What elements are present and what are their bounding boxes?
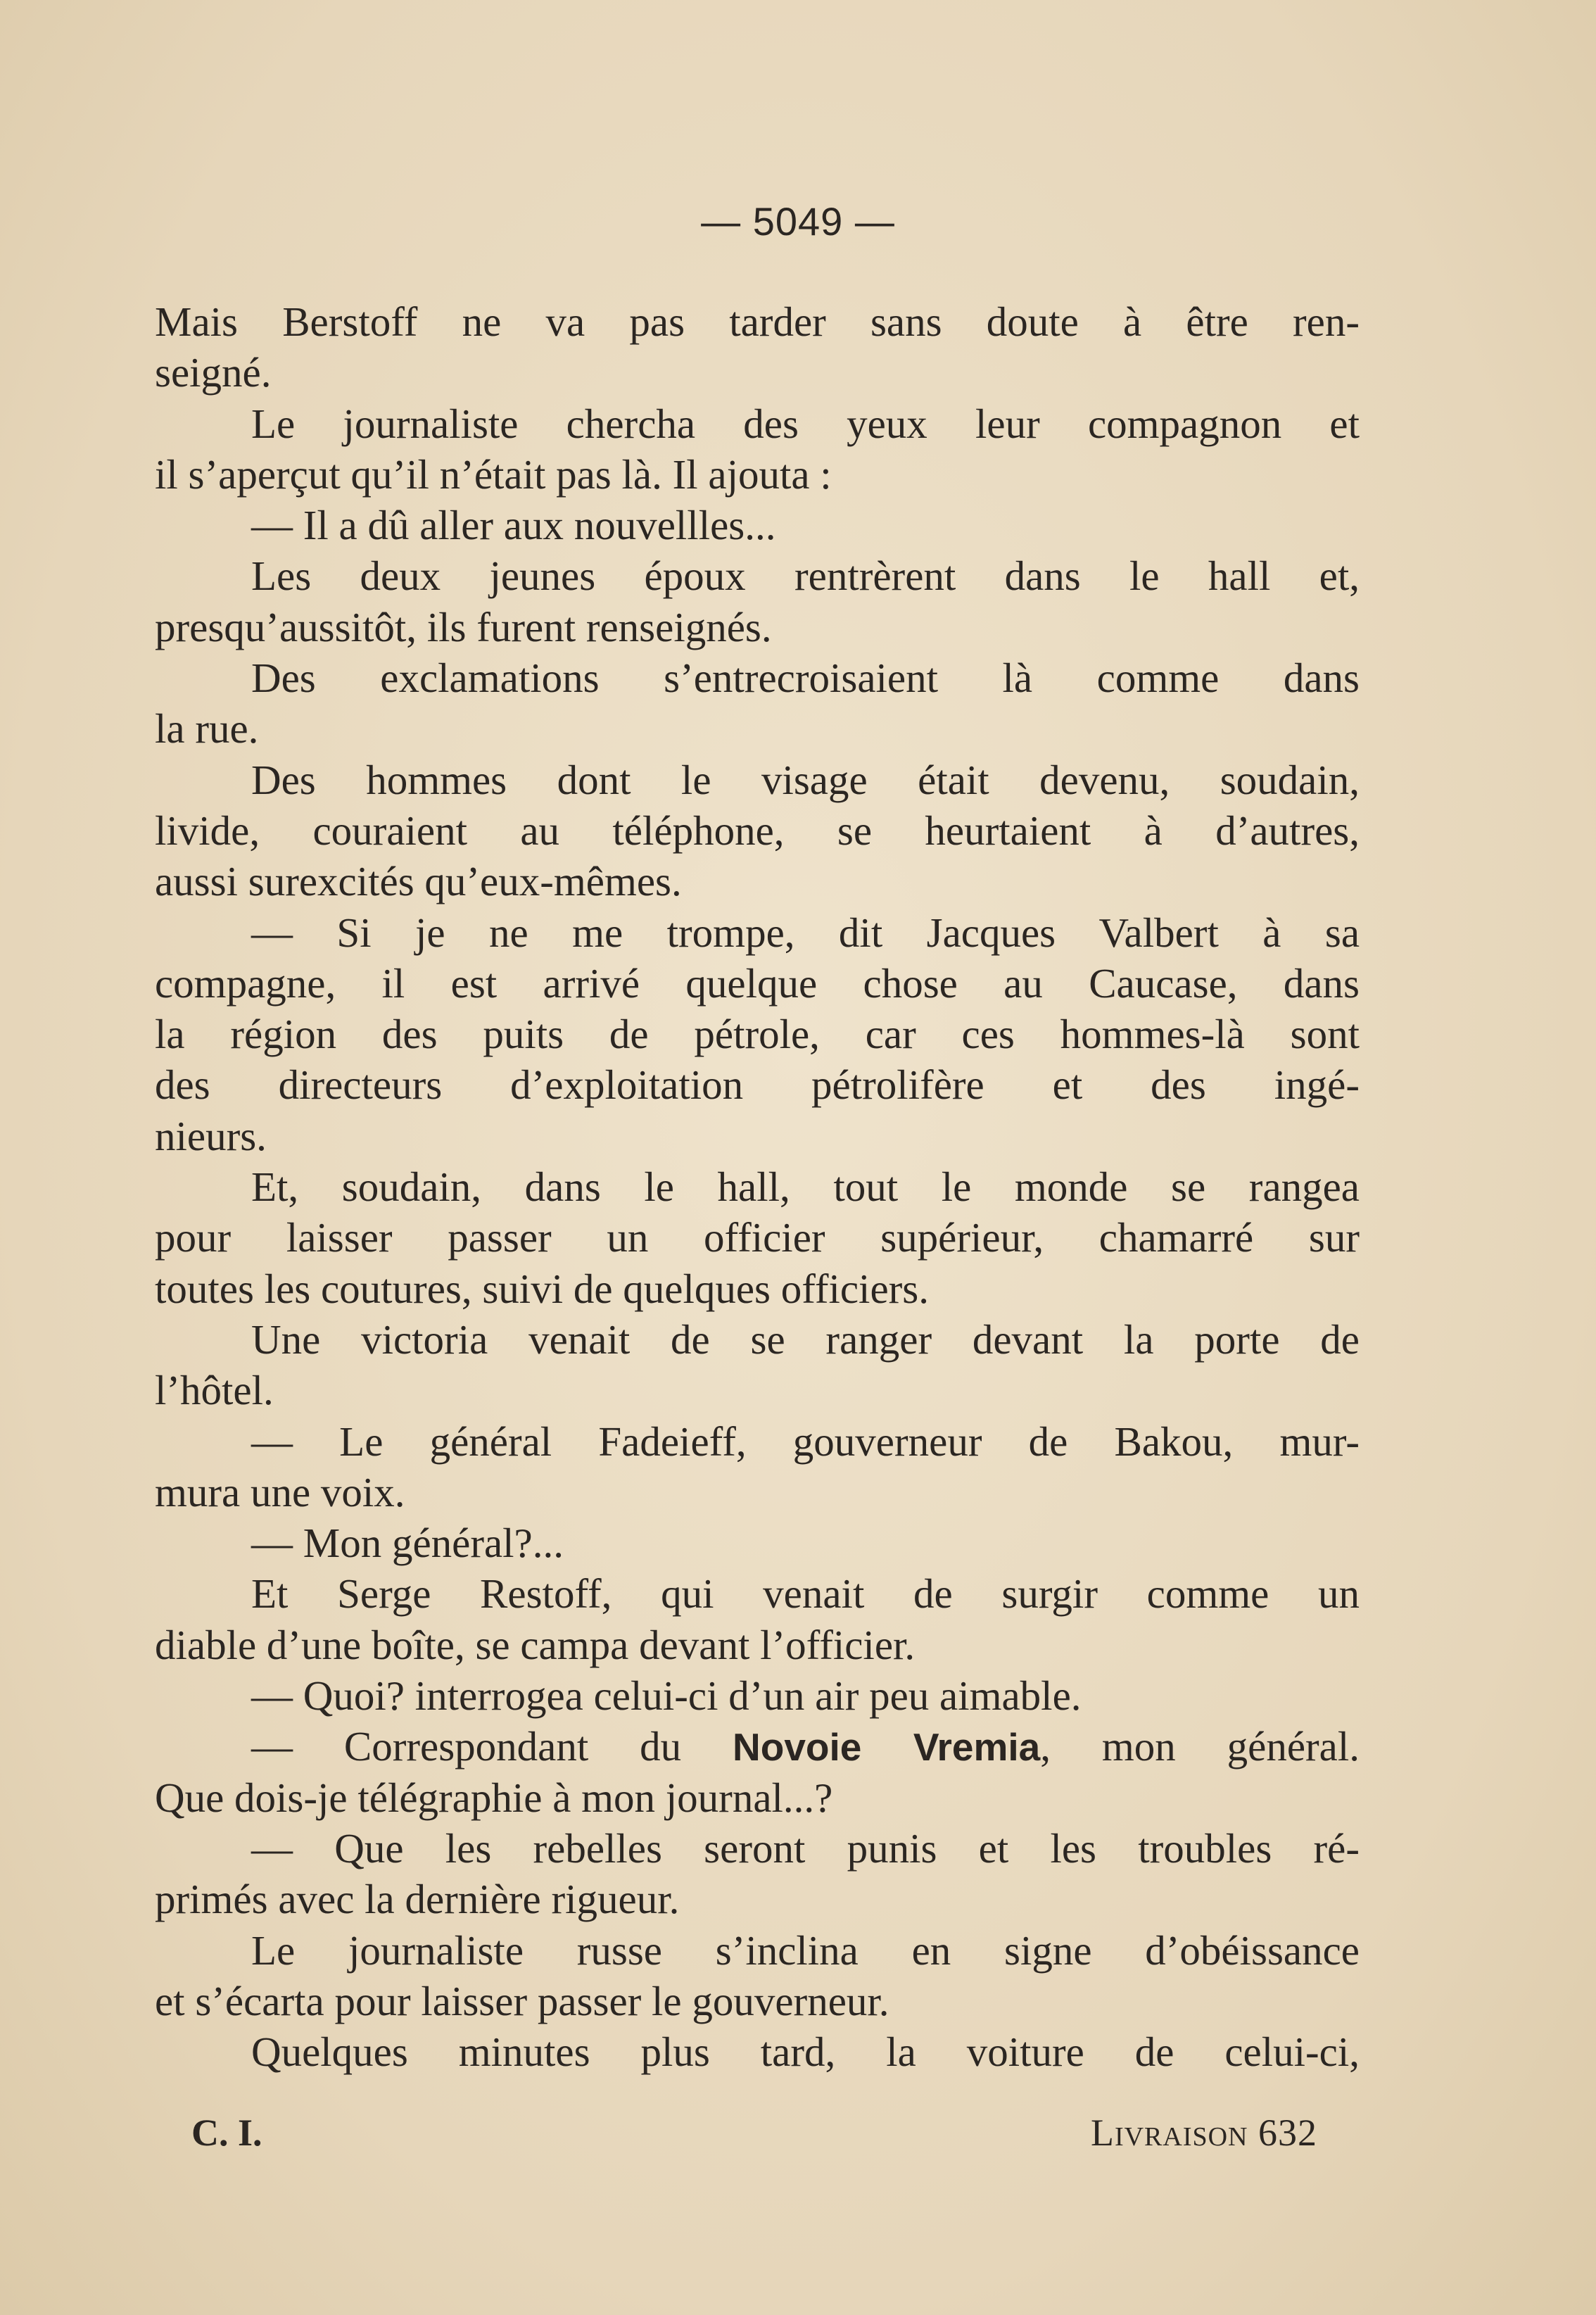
page-number: — 5049 — xyxy=(701,199,895,244)
text-line: Les deux jeunes époux rentrèrent dans le hall et, xyxy=(251,553,1360,600)
text-line: aussi surexcités qu’eux-mêmes. xyxy=(155,858,682,905)
text-line: presqu’aussitôt, ils furent renseignés. xyxy=(155,603,772,650)
text-line: Que dois-je télégraphie à mon journal...? xyxy=(155,1774,833,1821)
text-line: Une victoria venait de se ranger devant la porte de xyxy=(251,1316,1360,1363)
text-line: des directeurs d’exploitation pétrolifère et des ingé- xyxy=(155,1061,1360,1109)
text-line: il s’aperçut qu’il n’était pas là. Il ajouta : xyxy=(155,450,832,498)
text-line: Mais Berstoff ne va pas tarder sans doute à être ren- xyxy=(155,298,1360,345)
text-line: — Quoi? interrogea celui-ci d’un air peu aimable. xyxy=(251,1672,1082,1720)
text-line: Le journaliste chercha des yeux leur compagnon et xyxy=(251,400,1360,447)
text-line: Et Serge Restoff, qui venait de surgir comme un xyxy=(251,1570,1360,1617)
text-line: primés avec la dernière rigueur. xyxy=(155,1876,680,1923)
signature-mark: C. I. xyxy=(191,2112,262,2154)
text-line: livide, couraient au téléphone, se heurtaient à d’autres, xyxy=(155,807,1360,854)
text-line: toutes les coutures, suivi de quelques officiers. xyxy=(155,1265,929,1312)
text-line: la région des puits de pétrole, car ces hommes-là sont xyxy=(155,1011,1360,1058)
text-line: pour laisser passer un officier supérieur, chamarré sur xyxy=(155,1214,1360,1261)
text-line: Des exclamations s’entrecroisaient là comme dans xyxy=(251,655,1360,702)
text-line: nieurs. xyxy=(155,1112,267,1159)
text-line: — Si je ne me trompe, dit Jacques Valbert à sa xyxy=(251,909,1360,956)
text-line: Quelques minutes plus tard, la voiture de celui-ci, xyxy=(251,2029,1360,2076)
text-line xyxy=(155,1721,1360,1772)
text-line: la rue. xyxy=(155,705,259,752)
newspaper-title: Novoie Vremia xyxy=(733,1725,1041,1770)
text-segment: , mon général. xyxy=(1040,1723,1360,1770)
text-line: Des hommes dont le visage était devenu, soudain, xyxy=(251,756,1360,803)
text-line: — Mon général?... xyxy=(251,1520,564,1567)
text-line: — Le général Fadeieff, gouverneur de Bakou, mur- xyxy=(251,1418,1360,1465)
text-line: seigné. xyxy=(155,349,272,396)
text-line: mura une voix. xyxy=(155,1468,405,1515)
livraison-number: Livraison 632 xyxy=(1090,2112,1317,2154)
text-line: diable d’une boîte, se campa devant l’officier. xyxy=(155,1621,916,1668)
text-segment: — Correspondant du xyxy=(251,1723,733,1770)
text-line: compagne, il est arrivé quelque chose au Caucase, dans xyxy=(155,959,1360,1007)
text-line: Et, soudain, dans le hall, tout le monde se rangea xyxy=(251,1163,1360,1211)
text-line: et s’écarta pour laisser passer le gouverneur. xyxy=(155,1977,889,2024)
text-line: — Que les rebelles seront punis et les troubles ré- xyxy=(251,1824,1360,1872)
text-line: Le journaliste russe s’inclina en signe d’obéissance xyxy=(251,1926,1360,1974)
text-line: l’hôtel. xyxy=(155,1367,274,1414)
text-line: — Il a dû aller aux nouvellles... xyxy=(251,502,776,549)
body-text xyxy=(155,296,1360,2077)
